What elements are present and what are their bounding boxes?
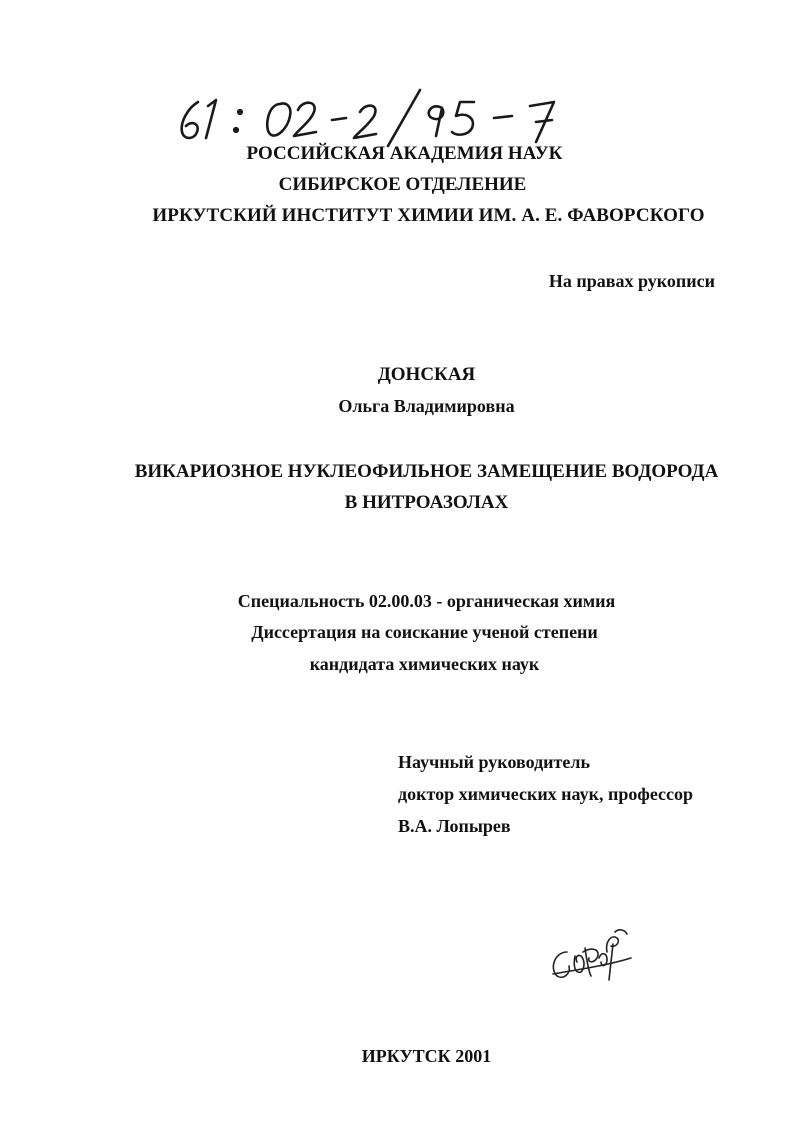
advisor-role: Научный руководитель	[398, 752, 590, 772]
degree-line-2: кандидата химических наук	[309, 654, 540, 674]
specialty-line: Специальность 02.00.03 - органическая химия	[237, 591, 616, 611]
author-given-names: Ольга Владимировна	[338, 396, 515, 416]
organization-line-2: СИБИРСКОЕ ОТДЕЛЕНИЕ	[278, 174, 527, 195]
city-and-year: ИРКУТСК 2001	[361, 1046, 492, 1066]
advisor-degree: доктор химических наук, профессор	[398, 784, 694, 804]
rights-note: На правах рукописи	[548, 271, 715, 291]
organization-line-3: ИРКУТСКИЙ ИНСТИТУТ ХИМИИ ИМ. А. Е. ФАВОРСКОГО	[152, 205, 705, 226]
thesis-title-line-1: ВИКАРИОЗНОЕ НУКЛЕОФИЛЬНОЕ ЗАМЕЩЕНИЕ ВОДОРОДА	[134, 461, 719, 482]
organization-line-1: РОССИЙСКАЯ АКАДЕМИЯ НАУК	[246, 143, 563, 164]
author-signature	[545, 922, 635, 992]
thesis-title-line-2: В НИТРОАЗОЛАХ	[344, 492, 509, 513]
handwritten-catalog-code	[170, 88, 590, 148]
degree-line-1: Диссертация на соискание ученой степени	[251, 622, 598, 642]
advisor-name: В.А. Лопырев	[398, 816, 511, 836]
author-surname: ДОНСКАЯ	[377, 364, 476, 385]
